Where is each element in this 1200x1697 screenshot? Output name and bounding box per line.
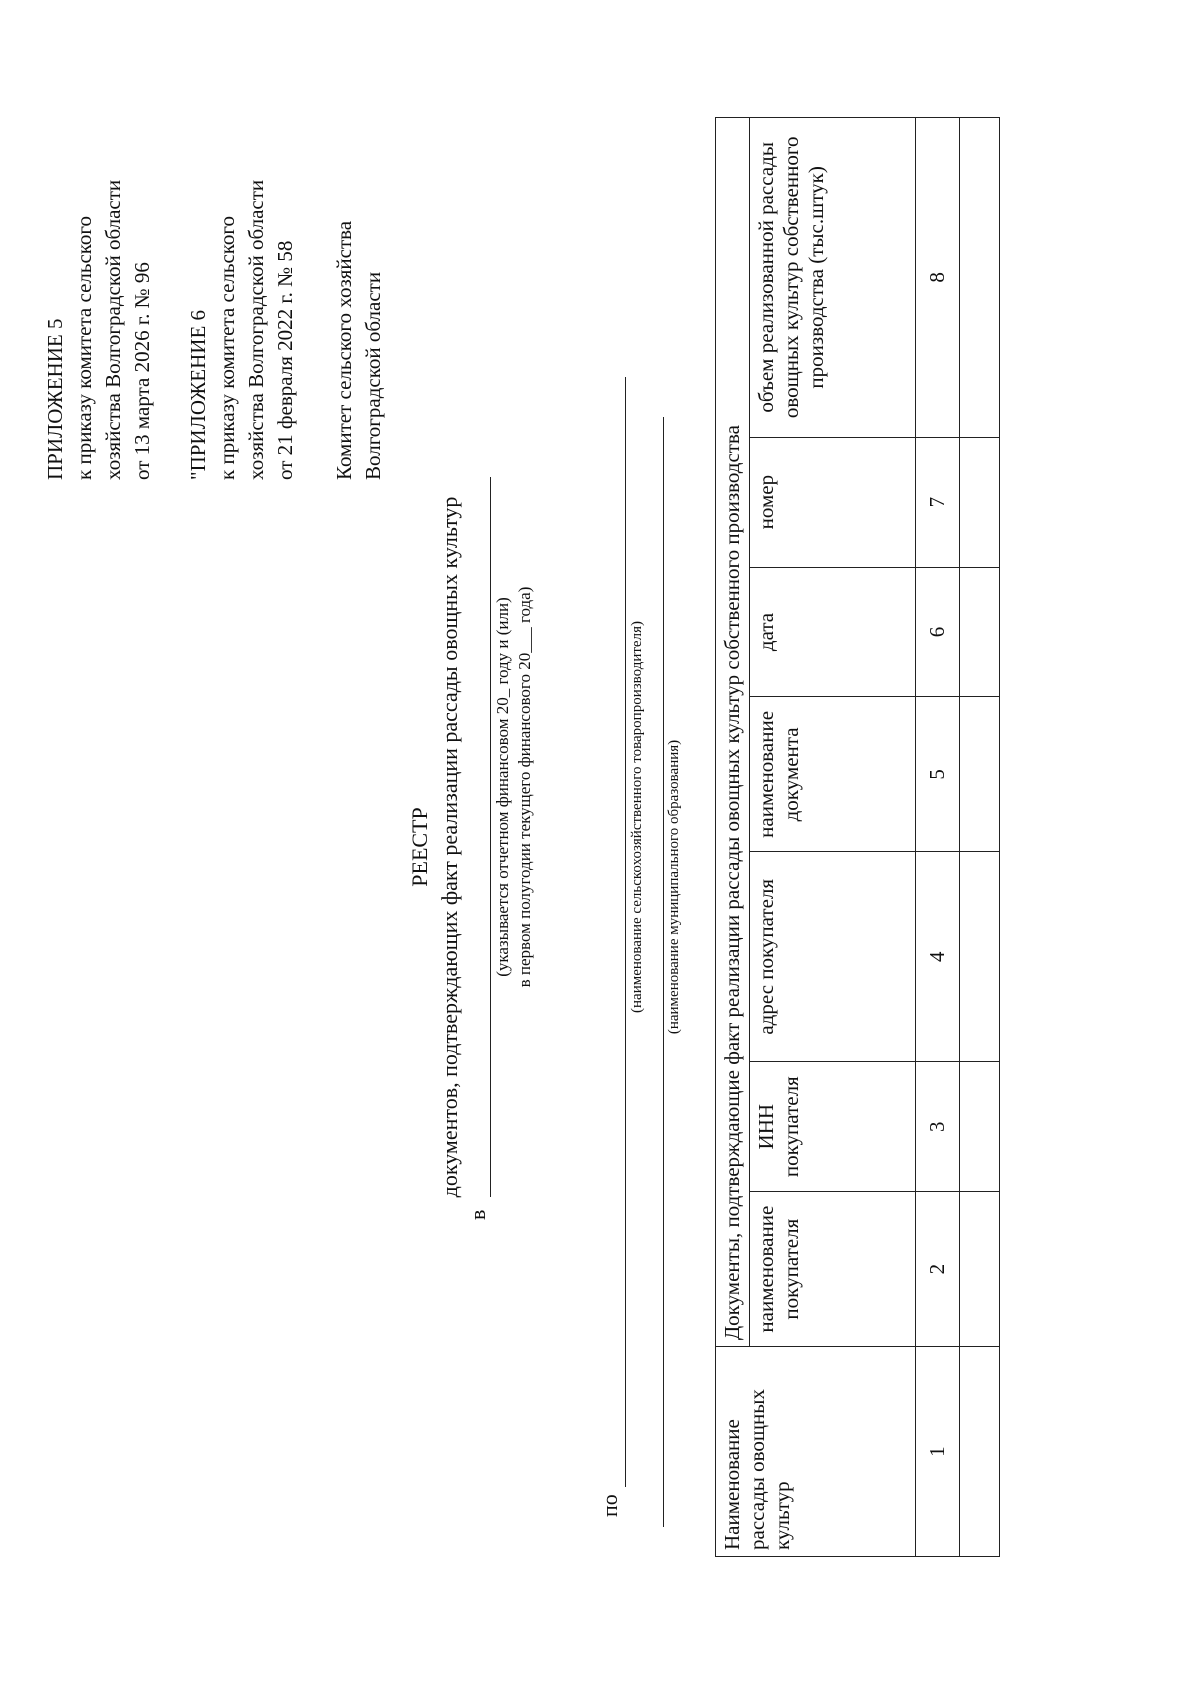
period-note-line1: (указывается отчетном финансовом 20_ году и (или) bbox=[493, 597, 512, 977]
table-number-row bbox=[916, 118, 960, 1557]
empty-cell bbox=[960, 437, 1000, 567]
empty-cell bbox=[960, 118, 1000, 438]
subheader-volume: объем реализованной рассады овощных культур собственного производства (тыс.штук) bbox=[750, 118, 916, 438]
group-header: Документы, подтверждающие факт реализации рассады овощных культур собственного производства bbox=[716, 118, 750, 1347]
empty-cell bbox=[960, 1347, 1000, 1557]
subheader-number: номер bbox=[750, 437, 916, 567]
col1-header: Наименование рассады овощных культур bbox=[716, 1347, 916, 1557]
appendix-6-line2: к приказу комитета сельского bbox=[215, 215, 239, 480]
title-block bbox=[405, 437, 465, 1257]
empty-cell bbox=[960, 852, 1000, 1062]
subheader-date: дата bbox=[750, 567, 916, 697]
period-fill-line bbox=[490, 477, 491, 1197]
empty-cell bbox=[960, 697, 1000, 852]
subheader-buyer-inn: ИНН покупателя bbox=[750, 1062, 916, 1192]
page-title: РЕЕСТР bbox=[407, 807, 432, 887]
period-note-line2: в первом полугодии текущего финансового 20___ года) bbox=[515, 586, 534, 988]
appendix-5-title: ПРИЛОЖЕНИЕ 5 bbox=[43, 318, 67, 480]
empty-cell bbox=[960, 1062, 1000, 1192]
col-number-1: 1 bbox=[916, 1347, 960, 1557]
appendix-6-block bbox=[184, 180, 300, 480]
register-table bbox=[715, 117, 1000, 1557]
subheader-buyer-address: адрес покупателя bbox=[750, 852, 916, 1062]
table-empty-row bbox=[960, 118, 1000, 1557]
table-header-row-1 bbox=[716, 118, 750, 1557]
col-number-6: 6 bbox=[916, 567, 960, 697]
appendix-5-line2: к приказу комитета сельского bbox=[72, 215, 96, 480]
producer-fill-line bbox=[625, 377, 626, 1487]
appendix-6-line4: от 21 февраля 2022 г. № 58 bbox=[273, 240, 297, 480]
appendix-6-title: "ПРИЛОЖЕНИЕ 6 bbox=[186, 309, 210, 480]
producer-prefix: по bbox=[597, 1494, 622, 1517]
col-number-8: 8 bbox=[916, 118, 960, 438]
in-prefix: в bbox=[465, 1209, 490, 1220]
addressee-block bbox=[330, 221, 388, 480]
col-number-3: 3 bbox=[916, 1062, 960, 1192]
table-header-row-2 bbox=[750, 118, 916, 1557]
addressee-line2: Волгоградской области bbox=[361, 271, 385, 480]
col-number-7: 7 bbox=[916, 437, 960, 567]
appendix-5-line3: хозяйства Волгоградской области bbox=[101, 179, 125, 480]
addressee-line1: Комитет сельского хозяйства bbox=[332, 220, 356, 480]
col-number-4: 4 bbox=[916, 852, 960, 1062]
empty-cell bbox=[960, 1192, 1000, 1347]
appendix-5-line4: от 13 марта 2026 г. № 96 bbox=[130, 262, 154, 480]
col-number-2: 2 bbox=[916, 1192, 960, 1347]
empty-cell bbox=[960, 567, 1000, 697]
col-number-5: 5 bbox=[916, 697, 960, 852]
appendix-5-block bbox=[41, 180, 157, 480]
appendix-6-line3: хозяйства Волгоградской области bbox=[244, 179, 268, 480]
page-subtitle: документов, подтверждающих факт реализации рассады овощных культур bbox=[437, 496, 462, 1198]
municipality-caption: (наименование муниципального образования) bbox=[666, 739, 682, 1035]
municipality-fill-line bbox=[663, 417, 664, 1527]
subheader-document-name: наименование документа bbox=[750, 697, 916, 852]
subheader-buyer-name: наименование покупателя bbox=[750, 1192, 916, 1347]
producer-caption: (наименование сельскохозяйственного товаропроизводителя) bbox=[629, 621, 645, 1013]
